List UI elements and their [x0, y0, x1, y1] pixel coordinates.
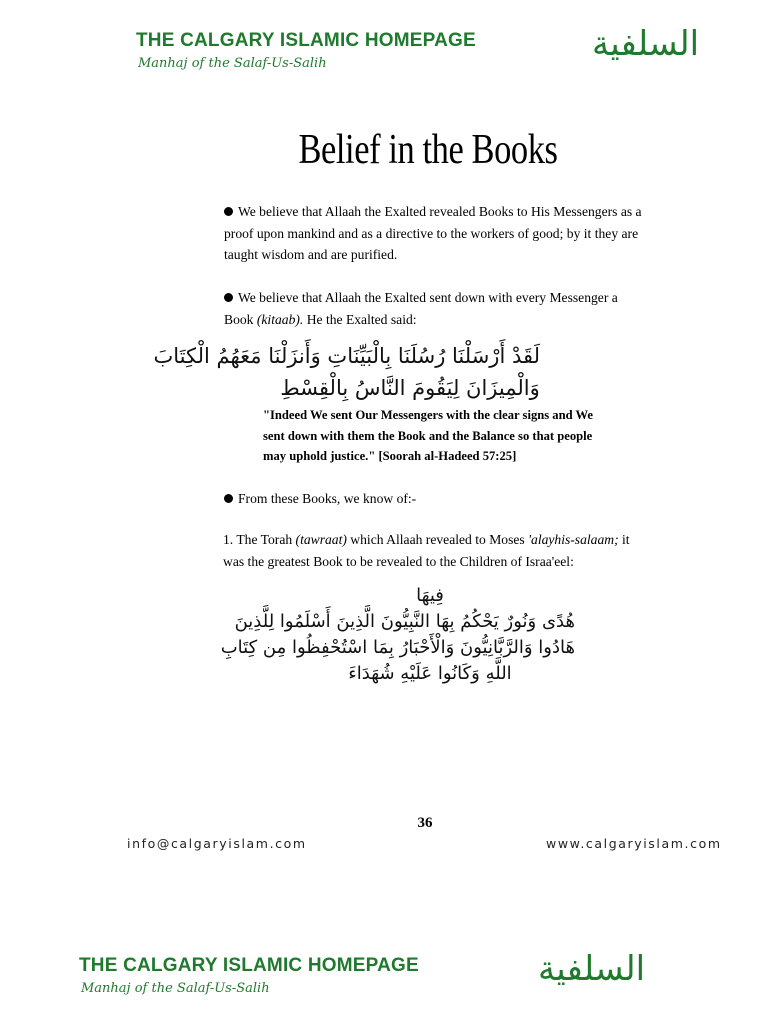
site-tagline: Manhaj of the Salaf-Us-Salih [138, 56, 327, 71]
verse-line: اللَّهِ وَكَانُوا عَلَيْهِ شُهَدَاءَ [348, 663, 512, 684]
next-page-header [0, 949, 768, 1015]
term-tawraat: (tawraat) [295, 532, 347, 547]
paragraph-torah [223, 529, 643, 572]
paragraph-revelation [224, 201, 644, 266]
site-tagline: Manhaj of the Salaf-Us-Salih [81, 981, 270, 996]
footer-email: info@calgaryislam.com [127, 836, 307, 851]
paragraph-text: He the Exalted said: [303, 311, 417, 327]
paragraph-text: From these Books, we know of:- [238, 491, 417, 506]
page-number: 36 [417, 815, 433, 831]
page-header [0, 24, 768, 90]
site-title: THE CALGARY ISLAMIC HOMEPAGE [136, 30, 476, 51]
paragraph-text: it was the greatest Book to be revealed to the Children of Israa'eel: [223, 532, 630, 569]
paragraph-text: We believe that Allaah the Exalted sent down with every Messenger a Book [224, 290, 618, 327]
verse-line: هُدًى وَنُورٌ يَحْكُمُ بِهَا النَّبِيُّونَ الَّذِينَ أَسْلَمُوا لِلَّذِينَ [234, 611, 575, 632]
verse-translation: "Indeed We sent Our Messengers with the clear signs and We sent down with them the Book and the Balance so that people may uphold justice." [Soorah al-Hadeed 57:25] [263, 408, 594, 463]
bullet-icon [224, 293, 233, 302]
arabic-logo: السلفية [538, 949, 646, 989]
term-alayhis-salaam: 'alayhis-salaam; [528, 532, 619, 547]
paragraph-text: We believe that Allaah the Exalted revealed Books to His Messengers as a proof upon mankind and as a directive to the workers of good; by it they are taught wisdom and are purified. [224, 204, 642, 262]
footer-url: www.calgaryislam.com [546, 836, 722, 851]
term-kitaab: (kitaab). [256, 311, 304, 327]
verse-line: هَادُوا وَالرَّبَّانِيُّونَ وَالْأَحْبَارُ بِمَا اسْتُحْفِظُوا مِن كِتَابِ [220, 637, 575, 658]
site-title: THE CALGARY ISLAMIC HOMEPAGE [79, 955, 419, 976]
paragraph-text: which Allaah revealed to Moses [346, 532, 529, 547]
bullet-icon [224, 494, 233, 503]
arabic-verse-maidah [220, 583, 575, 687]
bullet-icon [224, 207, 233, 216]
arabic-verse-hadeed [153, 340, 540, 404]
verse-line: وَالْمِيزَانَ لِيَقُومَ النَّاسُ بِالْقِسْطِ [280, 376, 540, 400]
verse-line: فِيهَا [416, 585, 444, 606]
paragraph-every-messenger [224, 287, 644, 330]
verse-line: لَقَدْ أَرْسَلْنَا رُسُلَنَا بِالْبَيِّنَاتِ وَأَنزَلْنَا مَعَهُمُ الْكِتَابَ [153, 344, 540, 368]
paragraph-books-intro [224, 488, 644, 510]
paragraph-text: 1. The Torah [223, 532, 296, 547]
arabic-logo: السلفية [592, 24, 700, 64]
page-title: Belief in the Books [298, 127, 558, 173]
